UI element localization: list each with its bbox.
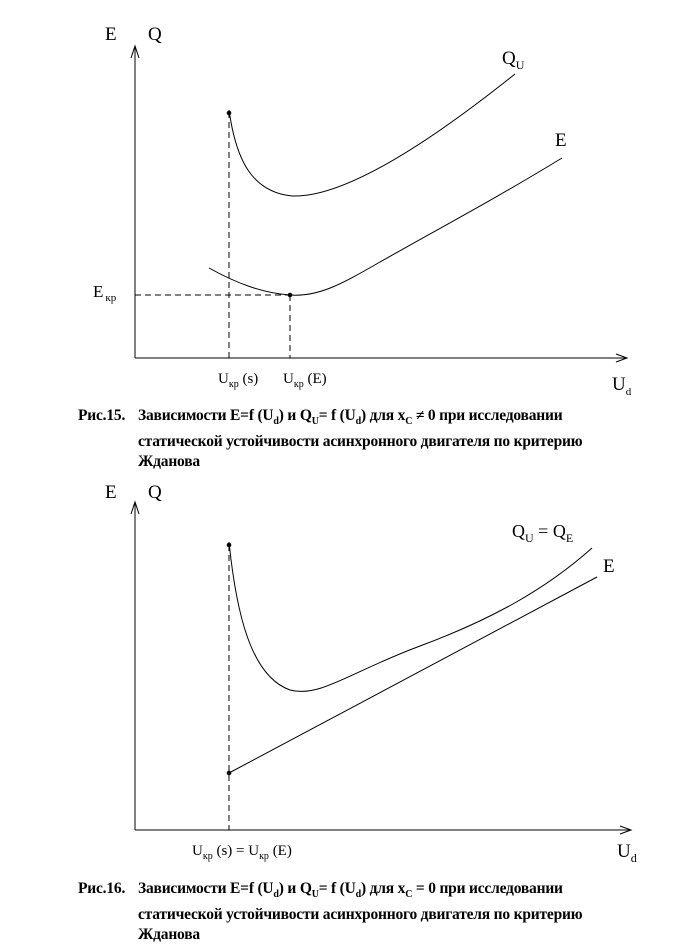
x-axis-label-2: $U_d$ (617, 841, 637, 865)
caption-15-line3: Жданова (138, 453, 200, 471)
qu-qe-curve (229, 542, 592, 691)
curve-label-e: E (555, 130, 567, 151)
ukr-s-label: $U_{кр}$ (s) (218, 371, 259, 390)
y-label-e: E (105, 24, 117, 45)
caption-16-line2: статической устойчивости асинхронного двигателя по критерию (138, 906, 583, 924)
caption-16-number: Рис.16. (78, 880, 126, 897)
y-label-q-2: Q (148, 482, 162, 503)
curve-label-qu-qe: $Q_U = Q_E$ (512, 521, 574, 545)
e-curve (209, 158, 562, 295)
y-label-e-2: E (105, 482, 117, 503)
figure-15-labels (93, 24, 632, 398)
ukr-label-2: $U_{кр}$ $(s) = U_{кр}$ (E) (192, 843, 292, 862)
caption-15-number: Рис.15. (78, 407, 126, 424)
figure-16-labels (105, 482, 637, 865)
caption-fig16 (78, 879, 668, 945)
figure-15 (131, 46, 627, 362)
caption-fig15 (78, 406, 668, 472)
caption-15-line2: статической устойчивости асинхронного двигателя по критерию (138, 433, 583, 451)
ukr-e-label: $U_{кр}$ (E) (283, 371, 327, 390)
caption-16-line3: Жданова (138, 926, 200, 944)
qu-curve (229, 74, 515, 196)
y-label-q: Q (148, 24, 162, 45)
curve-label-qu: $Q_U$ (502, 48, 525, 72)
caption-16-body: Зависимости E=f $(U_d)$ и $Q_U= f$ $(U_d)$ для $x_C = 0$ при исследовании статической устойчивости асинхронного двигателя по критерию Жданова (138, 880, 583, 944)
point-bottom-2 (227, 771, 231, 775)
figure-16 (131, 502, 631, 834)
curve-label-e-2: E (603, 556, 615, 577)
e-line-2 (229, 577, 597, 773)
caption-15-body: Зависимости E=f $(U_d)$ и $Q_U= f$ $(U_d)$ для $x_C \ne 0$ при исследовании статической устойчивости асинхронного двигателя по критерию Жданова (138, 407, 583, 471)
point-ukr-e (288, 293, 292, 297)
x-axis-label: $U_d$ (612, 374, 632, 398)
ekr-label: E $_{кр}$ (93, 282, 117, 304)
point-top-2 (227, 543, 231, 547)
point-ukr-s (227, 111, 231, 115)
